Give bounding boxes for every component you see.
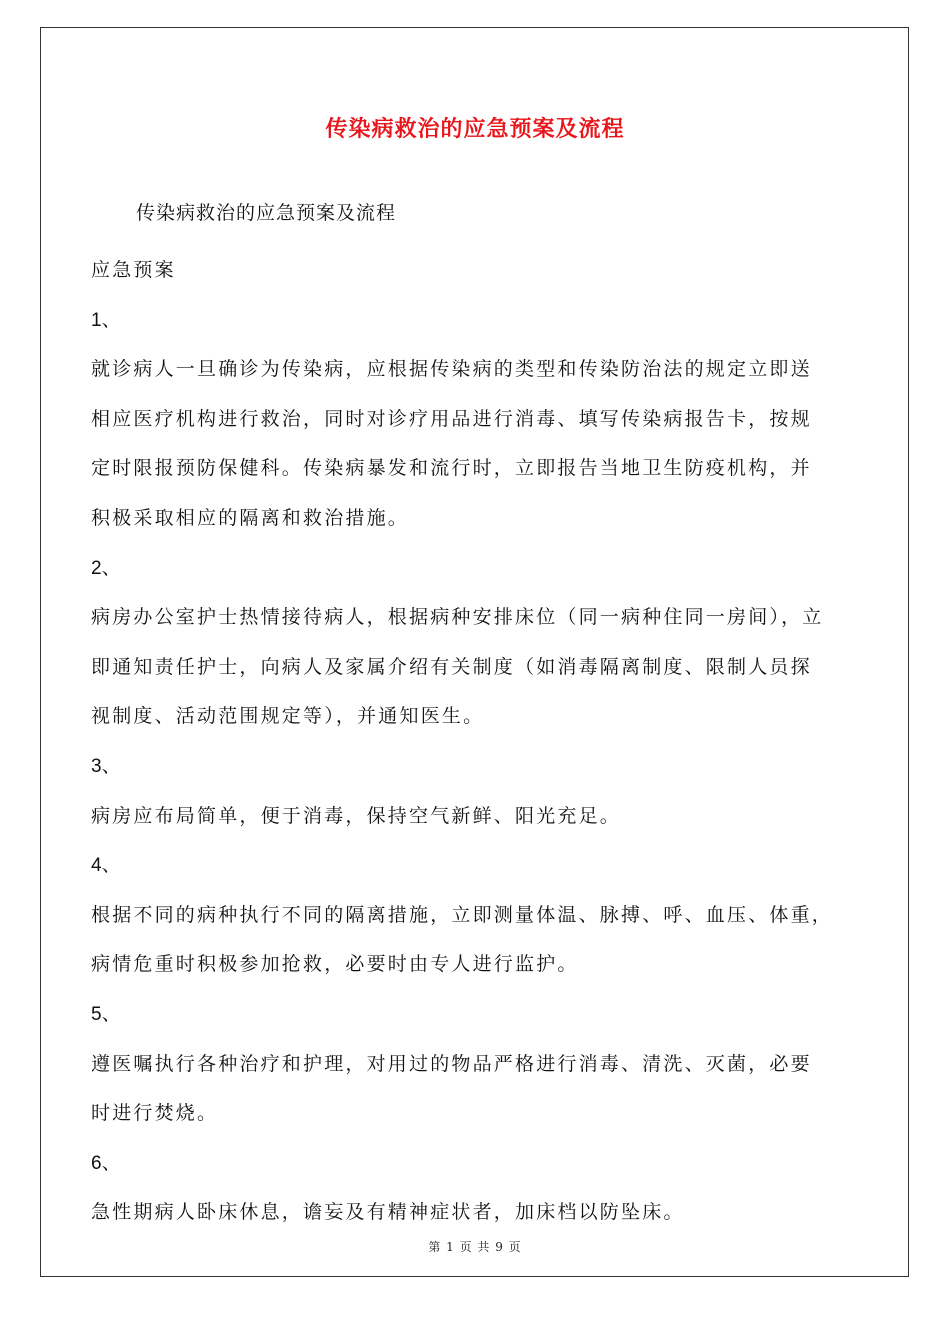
paragraph-line: 积极采取相应的隔离和救治措施。 bbox=[91, 506, 410, 529]
paragraph-line: 就诊病人一旦确诊为传染病，应根据传染病的类型和传染防治法的规定立即送 bbox=[91, 358, 812, 381]
paragraph-line: 病房办公室护士热情接待病人，根据病种安排床位（同一病种住同一房间），立 bbox=[91, 606, 824, 629]
paragraph-line: 病房应布局简单，便于消毒，保持空气新鲜、阳光充足。 bbox=[91, 804, 622, 827]
document-subtitle: 传染病救治的应急预案及流程 bbox=[136, 202, 397, 224]
item-number: 6、 bbox=[91, 1152, 121, 1174]
item-number: 3、 bbox=[91, 755, 121, 777]
document-title: 传染病救治的应急预案及流程 bbox=[325, 116, 625, 142]
paragraph-line: 急性期病人卧床休息，谵妄及有精神症状者，加床档以防坠床。 bbox=[91, 1201, 685, 1224]
section-heading: 应急预案 bbox=[91, 259, 176, 281]
item-number: 1、 bbox=[91, 309, 121, 331]
paragraph-line: 定时限报预防保健科。传染病暴发和流行时，立即报告当地卫生防疫机构，并 bbox=[91, 457, 812, 480]
item-number: 2、 bbox=[91, 557, 121, 579]
page-number-footer: 第 1 页 共 9 页 bbox=[428, 1240, 522, 1254]
paragraph-line: 时进行焚烧。 bbox=[91, 1102, 219, 1125]
paragraph-line: 根据不同的病种执行不同的隔离措施，立即测量体温、脉搏、呼、血压、体重， bbox=[91, 903, 834, 926]
item-number: 4、 bbox=[91, 855, 121, 877]
paragraph-line: 病情危重时积极参加抢救，必要时由专人进行监护。 bbox=[91, 953, 579, 976]
paragraph-line: 视制度、活动范围规定等），并通知医生。 bbox=[91, 705, 485, 728]
document-body bbox=[91, 246, 859, 1238]
paragraph-line: 即通知责任护士，向病人及家属介绍有关制度（如消毒隔离制度、限制人员探 bbox=[91, 655, 812, 678]
paragraph-line: 相应医疗机构进行救治，同时对诊疗用品进行消毒、填写传染病报告卡，按规 bbox=[91, 407, 812, 430]
item-number: 5、 bbox=[91, 1003, 121, 1025]
paragraph-line: 遵医嘱执行各种治疗和护理，对用过的物品严格进行消毒、清洗、灭菌，必要 bbox=[91, 1052, 812, 1075]
